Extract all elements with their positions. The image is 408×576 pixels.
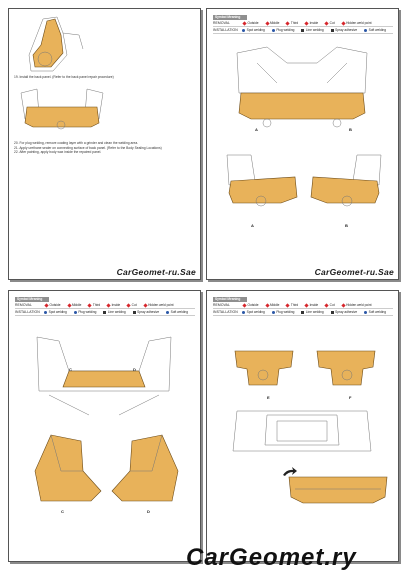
label-b: B bbox=[349, 127, 352, 132]
label-b-detail: B bbox=[345, 223, 348, 228]
legend-removal-label: REMOVAL bbox=[15, 303, 33, 307]
outside-symbol-icon bbox=[242, 303, 246, 307]
soft-welding-icon bbox=[166, 311, 169, 314]
inside-symbol-icon bbox=[305, 303, 309, 307]
legend-removal-row bbox=[213, 20, 393, 27]
legend-item: Inside bbox=[309, 21, 319, 25]
legend-item: Hidden weld point bbox=[148, 303, 174, 307]
spray-adhesive-icon bbox=[331, 311, 334, 314]
legend-item: Soft welding bbox=[368, 28, 386, 32]
legend-title: Symbol Meaning bbox=[213, 297, 247, 302]
legend-item: Line welding bbox=[305, 310, 324, 314]
watermark-small: CarGeomet-ru.Sae bbox=[314, 267, 394, 277]
detail-b-illustration bbox=[307, 151, 387, 221]
symbol-legend bbox=[213, 15, 393, 37]
legend-item: Soft welding bbox=[170, 310, 188, 314]
line-welding-icon bbox=[103, 311, 106, 314]
middle-symbol-icon bbox=[67, 303, 71, 307]
legend-item: Soft welding bbox=[368, 310, 386, 314]
legend-installation-row bbox=[213, 309, 393, 316]
spot-welding-icon bbox=[242, 29, 245, 32]
rear-floor-illustration bbox=[29, 331, 179, 421]
middle-symbol-icon bbox=[265, 303, 269, 307]
legend-item: Cut bbox=[329, 303, 335, 307]
inside-symbol-icon bbox=[305, 21, 309, 25]
plug-welding-icon bbox=[272, 29, 275, 32]
watermark-large: CarGeomet.ry bbox=[186, 544, 357, 571]
legend-item: Inside bbox=[309, 303, 319, 307]
step-20-text: 20. For plug welding, remove coating layer with a grinder and clean the welding area. bbox=[14, 141, 139, 145]
label-d: D bbox=[133, 367, 136, 372]
legend-item: Spot welding bbox=[48, 310, 67, 314]
rear-body-illustration bbox=[227, 43, 377, 133]
legend-item: Plug welding bbox=[78, 310, 97, 314]
legend-title: Symbol Meaning bbox=[213, 15, 247, 20]
label-a: A bbox=[255, 127, 258, 132]
cut-symbol-icon bbox=[325, 21, 329, 25]
quarter-panel-illustration bbox=[23, 15, 93, 75]
legend-removal-label: REMOVAL bbox=[213, 303, 231, 307]
legend-item: Outside bbox=[247, 21, 259, 25]
outside-symbol-icon bbox=[242, 21, 246, 25]
third-symbol-icon bbox=[286, 303, 290, 307]
third-symbol-icon bbox=[88, 303, 92, 307]
manual-page-3 bbox=[8, 290, 201, 562]
legend-title: Symbol Meaning bbox=[15, 297, 49, 302]
legend-removal-row bbox=[15, 302, 195, 309]
inside-symbol-icon bbox=[107, 303, 111, 307]
legend-item: Middle bbox=[270, 21, 280, 25]
line-welding-icon bbox=[301, 311, 304, 314]
legend-item: Line welding bbox=[107, 310, 126, 314]
symbol-legend bbox=[213, 297, 393, 319]
hidden-weld-symbol-icon bbox=[341, 21, 345, 25]
detail-a-illustration bbox=[221, 151, 301, 221]
label-c: C bbox=[69, 367, 72, 372]
plug-welding-icon bbox=[272, 311, 275, 314]
hidden-weld-symbol-icon bbox=[143, 303, 147, 307]
detail-c-illustration bbox=[21, 431, 106, 506]
rear-body-view-illustration bbox=[227, 401, 377, 471]
legend-installation-label: INSTALLATION bbox=[15, 310, 40, 314]
step-21-text: 21. Apply urethane sealer on connecting surface of back panel. (Refer to the Body Sealing Locations) bbox=[14, 145, 162, 150]
plug-welding-icon bbox=[74, 311, 77, 314]
watermark-small: CarGeomet-ru.Sae bbox=[116, 267, 196, 277]
detail-f-illustration bbox=[311, 345, 381, 395]
legend-item: Cut bbox=[131, 303, 137, 307]
legend-item: Spray adhesive bbox=[137, 310, 160, 314]
spray-adhesive-icon bbox=[331, 29, 334, 32]
legend-removal-row bbox=[213, 302, 393, 309]
soft-welding-icon bbox=[364, 311, 367, 314]
manual-page-2 bbox=[206, 8, 399, 280]
legend-item: Third bbox=[290, 21, 299, 25]
line-welding-icon bbox=[301, 29, 304, 32]
legend-item: Outside bbox=[49, 303, 61, 307]
legend-item: Hidden weld point bbox=[346, 303, 372, 307]
legend-item: Inside bbox=[111, 303, 121, 307]
outside-symbol-icon bbox=[44, 303, 48, 307]
label-a-detail: A bbox=[251, 223, 254, 228]
manual-page-1 bbox=[8, 8, 201, 280]
cut-symbol-icon bbox=[325, 303, 329, 307]
spray-adhesive-icon bbox=[133, 311, 136, 314]
legend-installation-label: INSTALLATION bbox=[213, 28, 238, 32]
spot-welding-icon bbox=[242, 311, 245, 314]
label-c-detail: C bbox=[61, 509, 64, 514]
legend-item: Plug welding bbox=[276, 28, 295, 32]
soft-welding-icon bbox=[364, 29, 367, 32]
spot-welding-icon bbox=[44, 311, 47, 314]
rear-bumper-panel-illustration bbox=[283, 471, 393, 511]
step-19-text: 19. Install the back panel. (Refer to the back panel repair procedure) bbox=[14, 75, 114, 79]
third-symbol-icon bbox=[286, 21, 290, 25]
legend-item: Middle bbox=[72, 303, 82, 307]
detail-d-illustration bbox=[107, 431, 192, 506]
cut-symbol-icon bbox=[127, 303, 131, 307]
detail-e-illustration bbox=[229, 345, 299, 395]
legend-item: Line welding bbox=[305, 28, 324, 32]
manual-page-4 bbox=[206, 290, 399, 562]
legend-item: Cut bbox=[329, 21, 335, 25]
legend-item: Outside bbox=[247, 303, 259, 307]
label-f: F bbox=[349, 395, 352, 400]
step-22-text: 22. After painting, apply body wax inside the repaired panel. bbox=[14, 150, 102, 154]
legend-item: Spot welding bbox=[246, 28, 265, 32]
legend-installation-row bbox=[213, 27, 393, 34]
legend-removal-label: REMOVAL bbox=[213, 21, 231, 25]
legend-item: Spot welding bbox=[246, 310, 265, 314]
legend-installation-row bbox=[15, 309, 195, 316]
label-d-detail: D bbox=[147, 509, 150, 514]
legend-item: Third bbox=[92, 303, 101, 307]
legend-item: Middle bbox=[270, 303, 280, 307]
legend-item: Spray adhesive bbox=[335, 28, 358, 32]
label-e: E bbox=[267, 395, 270, 400]
legend-installation-label: INSTALLATION bbox=[213, 310, 238, 314]
legend-item: Plug welding bbox=[276, 310, 295, 314]
legend-item: Hidden weld point bbox=[346, 21, 372, 25]
symbol-legend bbox=[15, 297, 195, 319]
hidden-weld-symbol-icon bbox=[341, 303, 345, 307]
legend-item: Third bbox=[290, 303, 299, 307]
legend-item: Spray adhesive bbox=[335, 310, 358, 314]
middle-symbol-icon bbox=[265, 21, 269, 25]
back-panel-illustration bbox=[17, 85, 107, 135]
